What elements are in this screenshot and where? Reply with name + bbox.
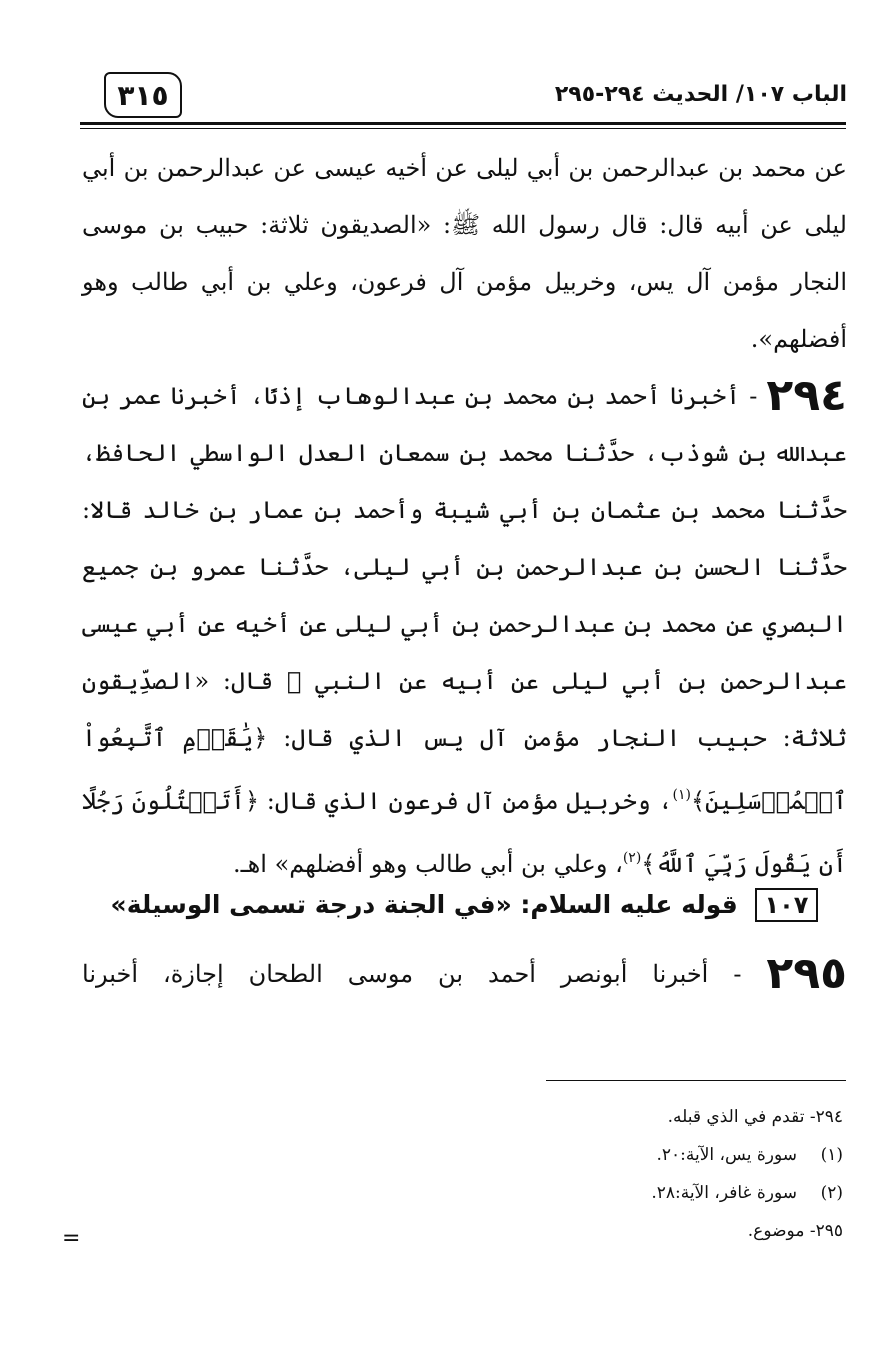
footnote-294: ٢٩٤- تقدم في الذي قبله.	[667, 1107, 843, 1127]
footnote-295: ٢٩٥- موضوع.	[747, 1221, 843, 1241]
hadith-294-text-c: ، وعلي بن أبي طالب وهو أفضلهم» اهـ.	[232, 850, 623, 878]
continuation-mark: =	[62, 1226, 81, 1251]
chapter-title: قوله عليه السلام: «في الجنة درجة تسمى الوسيلة»	[110, 890, 738, 919]
hadith-294-text-a: - أخبرنا أحمد بن محمد بن عبدالوهاب إذنًا، أخبرنا عمر بن عبدالله بن شوذب، حدَّثنا محمد بن سمعان العدل الواسطي الحافظ، حدَّثنا محمد بن عثمان بن أبي شيبة وأحمد بن عمار بن خالد قالا: حدَّثنا الحسن بن عبدالرحمن بن أبي ليلى، حدَّثنا عمرو بن جميع البصري عن محمد بن عبدالرحمن بن أبي ليلى عن أخيه عن أبي عيسى عبدالرحمن بن أبي ليلى عن أبيه عن النبي ﷺ قال: «الصدِّيقون ثلاثة: حبيب النجار مؤمن آل يس الذي قال: ﴿يَٰقَوۡمِ ٱتَّبِعُواْ ٱلۡمُرۡسَلِينَ﴾	[82, 382, 847, 815]
chapter-heading	[82, 888, 847, 922]
hadith-number-294: ٢٩٤	[766, 370, 847, 421]
footnote-ref-1: (١)	[672, 787, 691, 803]
header-rule	[80, 122, 846, 129]
footnote-2	[83, 1174, 843, 1212]
footnote-rule	[546, 1080, 846, 1081]
footnote-2-text: سورة غافر، الآية:٢٨.	[651, 1183, 797, 1203]
footnote-2-mark: (٢)	[820, 1183, 843, 1203]
main-text	[82, 140, 847, 893]
header-title: الباب ١٠٧/ الحديث ٢٩٤-٢٩٥	[554, 82, 847, 107]
footnote-ref-2: (٢)	[622, 850, 642, 866]
hadith-294	[82, 368, 847, 893]
footnote-1-mark: (١)	[820, 1145, 843, 1165]
footnote-1	[83, 1136, 843, 1174]
hadith-295-text: - أخبرنا أبونصر أحمد بن موسى الطحان إجازة، أخبرنا	[82, 960, 742, 988]
footnote-1-text: سورة يس، الآية:٢٠.	[656, 1145, 797, 1165]
page-number: ٣١٥	[104, 72, 182, 118]
hadith-number-295: ٢٩٥	[766, 948, 847, 999]
hadith-294-text-b: ، وخربيل مؤمن آل فرعون الذي قال: ﴿أَتَقۡتُلُونَ رَجُلًا أَن يَقُولَ رَبِّيَ ٱللَّهُ﴾	[82, 787, 847, 878]
chapter-number: ١٠٧	[755, 888, 819, 922]
paragraph-continuation: عن محمد بن عبدالرحمن بن أبي ليلى عن أخيه عيسى عن عبدالرحمن بن أبي ليلى عن أبيه قال: قال رسول الله ﷺ: «الصديقون ثلاثة: حبيب بن موسى النجار مؤمن آل يس، وخربيل مؤمن آل فرعون، وعلي بن أبي طالب وهو أفضلهم».	[82, 154, 847, 353]
hadith-295	[82, 946, 847, 1003]
footnotes	[83, 1098, 843, 1250]
